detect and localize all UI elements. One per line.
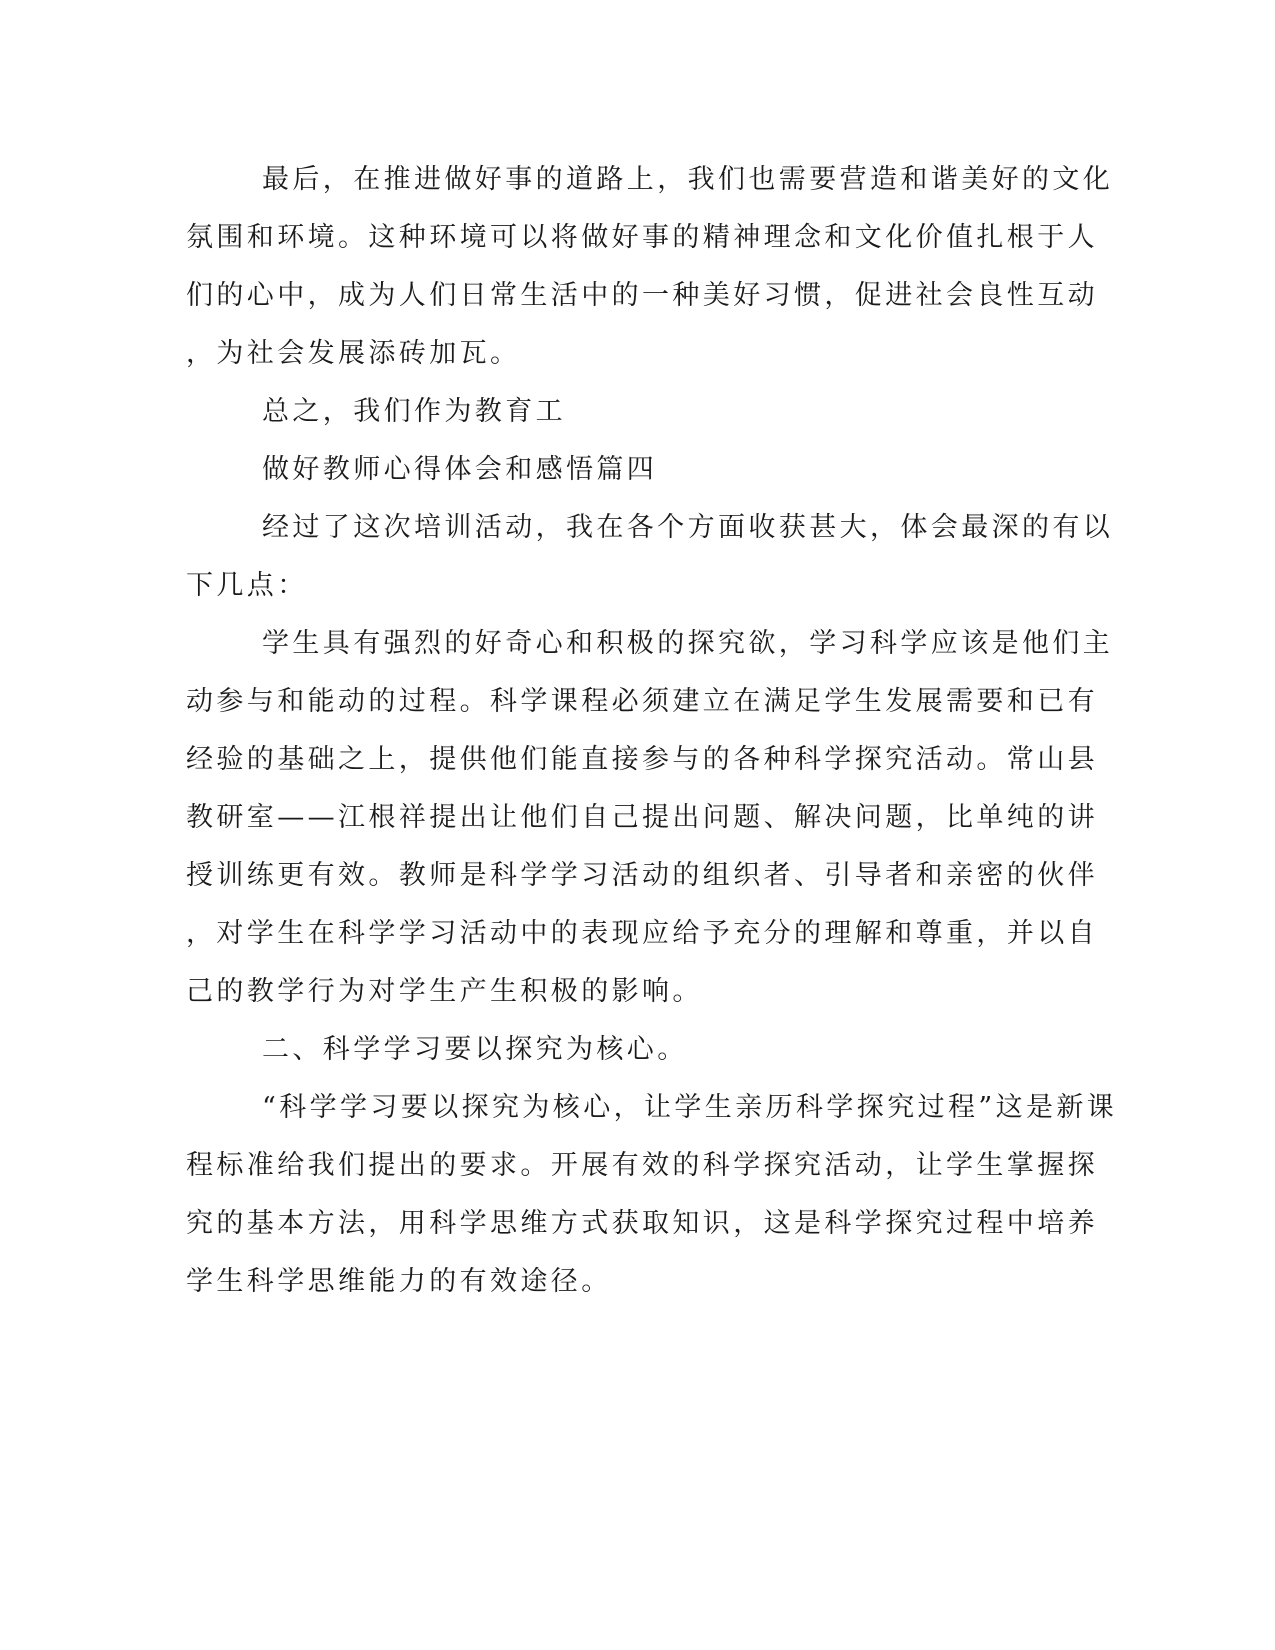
paragraph-line: 授训练更有效。教师是科学学习活动的组织者、引导者和亲密的伙伴 bbox=[186, 860, 1098, 891]
paragraph-line: 经验的基础之上，提供他们能直接参与的各种科学探究活动。常山县 bbox=[186, 744, 1098, 775]
paragraph-line: ，对学生在科学学习活动中的表现应给予充分的理解和尊重，并以自 bbox=[186, 918, 1098, 949]
paragraph-line: ，为社会发展添砖加瓦。 bbox=[186, 338, 521, 369]
paragraph-line: 氛围和环境。这种环境可以将做好事的精神理念和文化价值扎根于人 bbox=[186, 222, 1098, 253]
paragraph-line: 究的基本方法，用科学思维方式获取知识，这是科学探究过程中培养 bbox=[186, 1208, 1098, 1239]
paragraph-line: 最后，在推进做好事的道路上，我们也需要营造和谐美好的文化 bbox=[262, 164, 1114, 195]
paragraph-line: 学生科学思维能力的有效途径。 bbox=[186, 1266, 612, 1297]
paragraph-line: 总之，我们作为教育工 bbox=[262, 396, 566, 427]
paragraph-line: 们的心中，成为人们日常生活中的一种美好习惯，促进社会良性互动 bbox=[186, 280, 1098, 311]
section-heading: 二、科学学习要以探究为核心。 bbox=[262, 1034, 688, 1065]
paragraph-line: 动参与和能动的过程。科学课程必须建立在满足学生发展需要和已有 bbox=[186, 686, 1098, 717]
paragraph-line: 教研室——江根祥提出让他们自己提出问题、解决问题，比单纯的讲 bbox=[186, 802, 1098, 833]
paragraph-line: 学生具有强烈的好奇心和积极的探究欲，学习科学应该是他们主 bbox=[262, 628, 1114, 659]
paragraph-line: 下几点： bbox=[186, 570, 308, 601]
paragraph-line: “科学学习要以探究为核心，让学生亲历科学探究过程”这是新课 bbox=[262, 1092, 1118, 1123]
paragraph-line: 程标准给我们提出的要求。开展有效的科学探究活动，让学生掌握探 bbox=[186, 1150, 1098, 1181]
paragraph-line: 经过了这次培训活动，我在各个方面收获甚大，体会最深的有以 bbox=[262, 512, 1114, 543]
paragraph-line: 己的教学行为对学生产生积极的影响。 bbox=[186, 976, 703, 1007]
section-heading: 做好教师心得体会和感悟篇四 bbox=[262, 454, 658, 485]
